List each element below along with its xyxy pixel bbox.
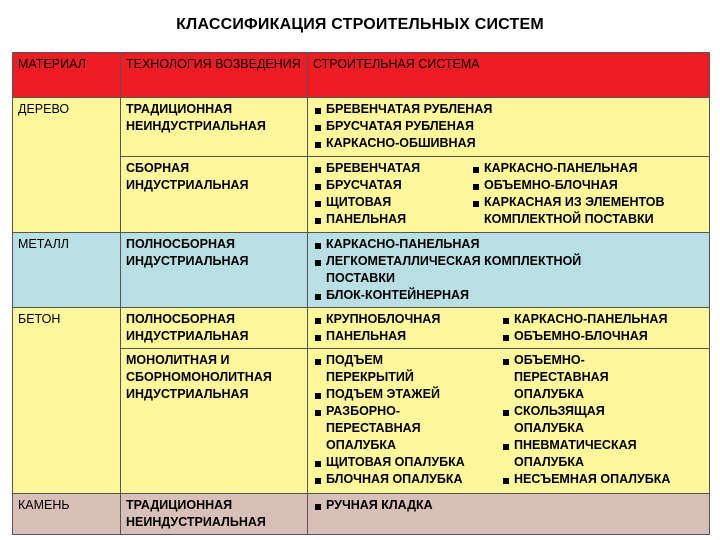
- system-concrete-prefab: [308, 308, 710, 349]
- material-wood: ДЕРЕВО: [13, 98, 121, 233]
- row-concrete-prefab: [13, 308, 710, 349]
- list-item: ОБЪЕМНО-ПЕРЕСТАВНАЯ ОПАЛУБКА: [501, 352, 614, 403]
- system-metal: [308, 233, 710, 308]
- system-wood-traditional: [308, 98, 710, 157]
- tech-concrete-prefab: ПОЛНОСБОРНАЯ ИНДУСТРИАЛЬНАЯ: [121, 308, 308, 349]
- list-item: КАРКАСНО-ПАНЕЛЬНАЯ: [471, 160, 704, 177]
- material-concrete: БЕТОН: [13, 308, 121, 494]
- system-wood-prefab: [308, 157, 710, 233]
- header-technology: ТЕХНОЛОГИЯ ВОЗВЕДЕНИЯ: [121, 53, 308, 98]
- list-item-continuation: КОМПЛЕКТНОЙ ПОСТАВКИ: [484, 212, 654, 226]
- material-stone: КАМЕНЬ: [13, 494, 121, 535]
- list-item: КРУПНОБЛОЧНАЯ: [313, 311, 501, 328]
- page-title: КЛАССИФИКАЦИЯ СТРОИТЕЛЬНЫХ СИСТЕМ: [176, 16, 544, 33]
- tech-stone: ТРАДИЦИОННАЯ НЕИНДУСТРИАЛЬНАЯ: [121, 494, 308, 535]
- header-material: МАТЕРИАЛ: [13, 53, 121, 98]
- tech-metal: ПОЛНОСБОРНАЯ ИНДУСТРИАЛЬНАЯ: [121, 233, 308, 308]
- list-item: БЛОК-КОНТЕЙНЕРНАЯ: [313, 287, 613, 304]
- list-item: ПОДЪЕМ ПЕРЕКРЫТИЙ: [313, 352, 436, 386]
- system-stone: [308, 494, 710, 535]
- list-item: РУЧНАЯ КЛАДКА: [313, 497, 704, 514]
- list-item: КАРКАСНО-ПАНЕЛЬНАЯ: [313, 236, 613, 253]
- material-metal: МЕТАЛЛ: [13, 233, 121, 308]
- header-system: СТРОИТЕЛЬНАЯ СИСТЕМА: [308, 53, 710, 98]
- row-stone: [13, 494, 710, 535]
- tech-concrete-monolithic: МОНОЛИТНАЯ И СБОРНОМОНОЛИТНАЯ ИНДУСТРИАЛЬНАЯ: [121, 349, 308, 494]
- list-item: БРУСЧАТАЯ РУБЛЕНАЯ: [313, 118, 704, 135]
- list-item: ПАНЕЛЬНАЯ: [313, 328, 501, 345]
- list-item: КАРКАСНО-ПАНЕЛЬНАЯ: [501, 311, 704, 328]
- list-item: КАРКАСНАЯ ИЗ ЭЛЕМЕНТОВ: [471, 194, 704, 211]
- list-item: ОБЪЕМНО-БЛОЧНАЯ: [471, 177, 704, 194]
- list-item: БЛОЧНАЯ ОПАЛУБКА: [313, 471, 501, 488]
- list-item: ЩИТОВАЯ: [313, 194, 471, 211]
- system-concrete-monolithic: [308, 349, 710, 494]
- list-item: ОБЪЕМНО-БЛОЧНАЯ: [501, 328, 704, 345]
- tech-wood-traditional: ТРАДИЦИОННАЯ НЕИНДУСТРИАЛЬНАЯ: [121, 98, 308, 157]
- list-item: БРУСЧАТАЯ: [313, 177, 471, 194]
- list-item: ПОДЪЕМ ЭТАЖЕЙ: [313, 386, 501, 403]
- list-item: КАРКАСНО-ОБШИВНАЯ: [313, 135, 704, 152]
- list-item: НЕСЪЕМНАЯ ОПАЛУБКА: [501, 471, 704, 488]
- row-wood-traditional: [13, 98, 710, 157]
- header-row: [13, 53, 710, 98]
- list-item: ПНЕВМАТИЧЕСКАЯ ОПАЛУБКА: [501, 437, 644, 471]
- list-item: ЩИТОВАЯ ОПАЛУБКА: [313, 454, 501, 471]
- tech-wood-prefab: СБОРНАЯ ИНДУСТРИАЛЬНАЯ: [121, 157, 308, 233]
- list-item: ЛЕГКОМЕТАЛЛИЧЕСКАЯ КОМПЛЕКТНОЙ ПОСТАВКИ: [313, 253, 613, 287]
- list-item: РАЗБОРНО-ПЕРЕСТАВНАЯ ОПАЛУБКА: [313, 403, 436, 454]
- classification-table: [12, 52, 710, 535]
- row-metal: [13, 233, 710, 308]
- list-item: БРЕВЕНЧАТАЯ: [313, 160, 471, 177]
- list-item: ПАНЕЛЬНАЯ: [313, 211, 471, 228]
- list-item: БРЕВЕНЧАТАЯ РУБЛЕНАЯ: [313, 101, 704, 118]
- list-item: СКОЛЬЗЯЩАЯ ОПАЛУБКА: [501, 403, 614, 437]
